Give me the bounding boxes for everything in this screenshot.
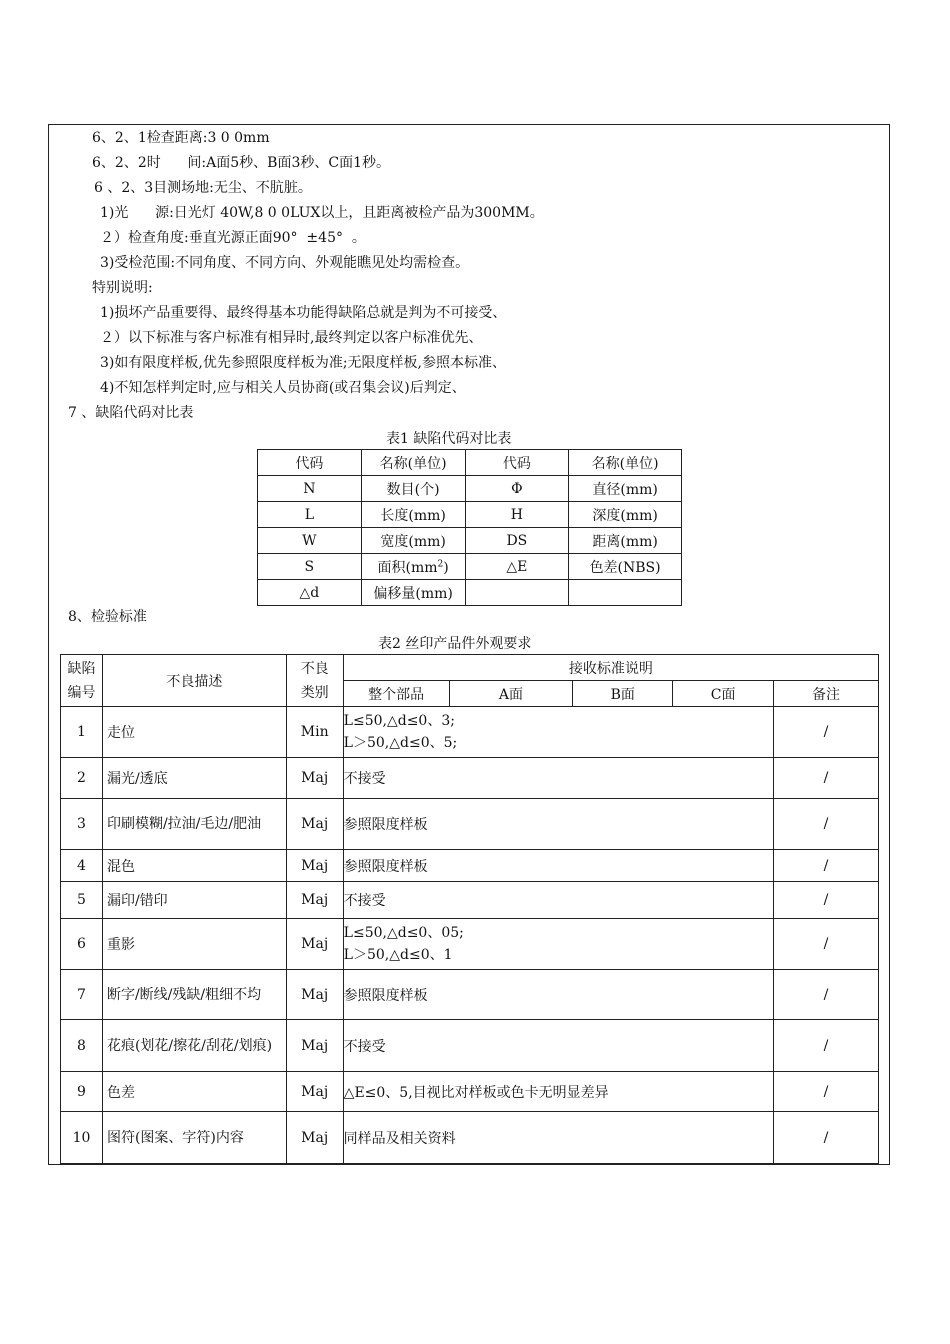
table-cell: / — [774, 707, 879, 758]
table-row — [61, 970, 879, 1020]
table-cell: 6 — [61, 919, 103, 970]
table-cell: / — [774, 882, 879, 919]
table1-caption: 表1 缺陷代码对比表 — [386, 431, 512, 447]
table-cell: / — [774, 850, 879, 882]
table-cell: 偏移量(mm) — [361, 580, 465, 606]
table-header-cell: 名称(单位) — [569, 450, 682, 476]
table-cell: 图符(图案、字符)内容 — [102, 1112, 286, 1164]
header-text: 类别 — [300, 684, 329, 701]
table-row — [258, 502, 682, 528]
table-cell: 混色 — [102, 850, 286, 882]
table-cell: 数目(个) — [361, 476, 465, 502]
header-text: 不良 — [300, 660, 329, 677]
table-header-row — [61, 655, 879, 681]
table2-caption: 表2 丝印产品件外观要求 — [378, 636, 532, 652]
table-cell — [343, 707, 773, 758]
table-row — [61, 1020, 879, 1072]
table-cell: 长度(mm) — [361, 502, 465, 528]
table-cell: / — [774, 1112, 879, 1164]
table-header-cell: 备注 — [774, 681, 879, 707]
table-cell: L — [258, 502, 362, 528]
text-line: ２）检查角度:垂直光源正面90° ±45° 。 — [100, 230, 366, 246]
table-row — [61, 919, 879, 970]
standard-line: L≤50,△d≤0、3; — [343, 713, 455, 729]
section-heading: 7 、缺陷代码对比表 — [68, 405, 194, 421]
superscript: 2 — [437, 558, 444, 569]
table-header-cell — [61, 655, 103, 707]
table-cell: 印刷模糊/拉油/毛边/肥油 — [102, 799, 286, 850]
table-cell: Maj — [286, 919, 343, 970]
area-label: 面积(mm — [377, 559, 438, 576]
area-close: ) — [443, 559, 449, 576]
table-cell: 2 — [61, 758, 103, 799]
table-cell: / — [774, 919, 879, 970]
text-line: 6、2、1检查距离:3 0 0mm — [92, 130, 270, 146]
section-heading: 8、检验标准 — [68, 609, 147, 625]
table-cell: △E — [465, 554, 569, 580]
table-cell: 漏光/透底 — [102, 758, 286, 799]
table-cell: 参照限度样板 — [343, 970, 773, 1020]
table-header-cell: 整个部品 — [343, 681, 449, 707]
table-row — [61, 1112, 879, 1164]
table-cell: W — [258, 528, 362, 554]
table-cell: Maj — [286, 882, 343, 919]
header-text: 缺陷 — [67, 660, 96, 677]
defect-code-table — [257, 449, 682, 606]
text-line: 6 、2、3目测场地:无尘、不肮脏。 — [94, 180, 312, 196]
table-cell: 1 — [61, 707, 103, 758]
table-cell: 宽度(mm) — [361, 528, 465, 554]
table-header-row — [258, 450, 682, 476]
table-cell: 漏印/错印 — [102, 882, 286, 919]
table-cell: 参照限度样板 — [343, 799, 773, 850]
table-cell: △E≤0、5,目视比对样板或色卡无明显差异 — [343, 1072, 773, 1112]
table-cell: Maj — [286, 1112, 343, 1164]
table-header-cell: C面 — [673, 681, 774, 707]
table-cell: 不接受 — [343, 1020, 773, 1072]
table-cell: 参照限度样板 — [343, 850, 773, 882]
table-cell: Maj — [286, 799, 343, 850]
standard-line: L＞50,△d≤0、1 — [343, 947, 453, 963]
table-row — [61, 882, 879, 919]
table-cell: S — [258, 554, 362, 580]
table-cell: 4 — [61, 850, 103, 882]
table-header-cell: 接收标准说明 — [343, 655, 878, 681]
table-cell — [569, 580, 682, 606]
standard-line: L＞50,△d≤0、5; — [343, 735, 458, 751]
text-line: 3)受检范围:不同角度、不同方向、外观能瞧见处均需检查。 — [100, 255, 470, 271]
table-cell: 10 — [61, 1112, 103, 1164]
text-line: 1)光 源:日光灯 40W,8 0 0LUX以上，且距离被检产品为300MM。 — [100, 205, 544, 221]
table-cell: △d — [258, 580, 362, 606]
table-header-cell — [286, 655, 343, 707]
table-cell — [343, 919, 773, 970]
table-header-cell: B面 — [573, 681, 673, 707]
table-cell: Maj — [286, 850, 343, 882]
table-cell: 7 — [61, 970, 103, 1020]
table-cell: 9 — [61, 1072, 103, 1112]
table-header-cell: A面 — [449, 681, 573, 707]
table-cell: 距离(mm) — [569, 528, 682, 554]
table-cell: 断字/断线/残缺/粗细不均 — [102, 970, 286, 1020]
table-row — [258, 554, 682, 580]
header-text: 编号 — [67, 684, 96, 701]
table-row — [61, 1072, 879, 1112]
inspection-standard-table — [60, 654, 879, 1164]
table-row — [61, 707, 879, 758]
table-cell: 深度(mm) — [569, 502, 682, 528]
table-cell — [361, 554, 465, 580]
table-cell: 5 — [61, 882, 103, 919]
table-cell: / — [774, 758, 879, 799]
table-cell: 同样品及相关资料 — [343, 1112, 773, 1164]
table-cell: / — [774, 799, 879, 850]
text-line: 4)不知怎样判定时,应与相关人员协商(或召集会议)后判定、 — [100, 380, 466, 396]
text-line: 6、2、2时 间:A面5秒、B面3秒、C面1秒。 — [92, 155, 390, 171]
text-line: 特别说明: — [92, 280, 153, 296]
table-cell: 色差(NBS) — [569, 554, 682, 580]
table-cell: H — [465, 502, 569, 528]
table-row — [258, 528, 682, 554]
table-cell: / — [774, 970, 879, 1020]
text-line: 1)损坏产品重要得、最终得基本功能得缺陷总就是判为不可接受、 — [100, 305, 507, 321]
table-cell: Maj — [286, 758, 343, 799]
table-header-cell: 名称(单位) — [361, 450, 465, 476]
table-cell: Φ — [465, 476, 569, 502]
table-cell: 重影 — [102, 919, 286, 970]
table-header-cell: 代码 — [258, 450, 362, 476]
table-cell: Min — [286, 707, 343, 758]
table-cell: 走位 — [102, 707, 286, 758]
table-row — [258, 476, 682, 502]
table-cell: / — [774, 1020, 879, 1072]
table-cell: 不接受 — [343, 882, 773, 919]
text-line: ２）以下标准与客户标准有相异时,最终判定以客户标准优先、 — [100, 330, 483, 346]
table-row — [61, 799, 879, 850]
table-cell: 色差 — [102, 1072, 286, 1112]
table-cell: 花痕(划花/擦花/刮花/划痕) — [102, 1020, 286, 1072]
table-cell: / — [774, 1072, 879, 1112]
table-cell: Maj — [286, 970, 343, 1020]
table-cell: 直径(mm) — [569, 476, 682, 502]
table-cell: DS — [465, 528, 569, 554]
table-cell: 不接受 — [343, 758, 773, 799]
table-cell: N — [258, 476, 362, 502]
standard-line: L≤50,△d≤0、05; — [343, 925, 464, 941]
table-cell — [465, 580, 569, 606]
table-row — [61, 758, 879, 799]
table-cell: 8 — [61, 1020, 103, 1072]
table-cell: 3 — [61, 799, 103, 850]
table-row — [61, 850, 879, 882]
table-header-cell: 不良描述 — [102, 655, 286, 707]
table-cell: Maj — [286, 1020, 343, 1072]
text-line: 3)如有限度样板,优先参照限度样板为准;无限度样板,参照本标准、 — [100, 355, 506, 371]
table-cell: Maj — [286, 1072, 343, 1112]
table-header-cell: 代码 — [465, 450, 569, 476]
table-row — [258, 580, 682, 606]
